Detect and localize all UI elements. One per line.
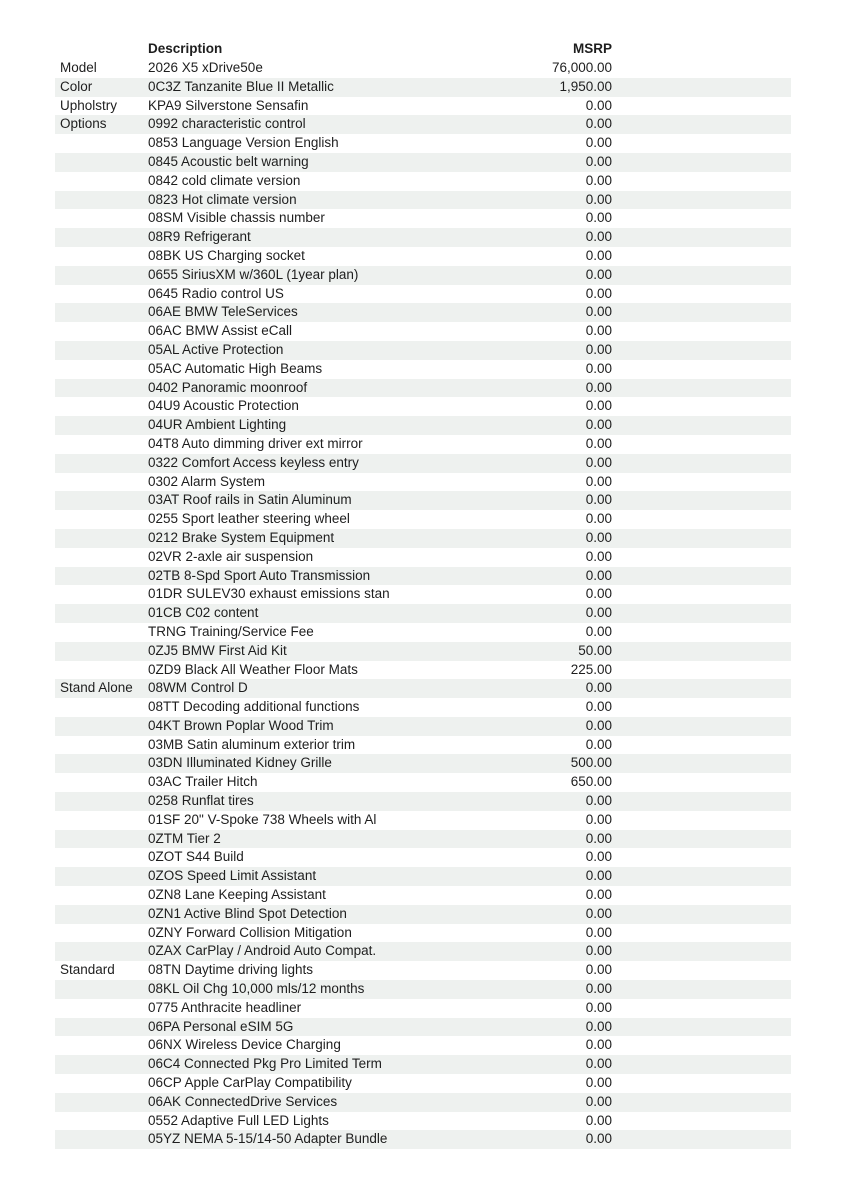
category-cell [55, 1093, 148, 1112]
table-row [55, 999, 791, 1018]
table-row [55, 360, 791, 379]
description-cell: 0645 Radio control US [148, 285, 284, 301]
msrp-cell: 0.00 [585, 229, 612, 245]
msrp-cell: 0.00 [585, 623, 612, 639]
category-cell [55, 435, 148, 454]
category-cell: Options [60, 116, 107, 132]
category-cell [55, 924, 148, 943]
table-row [55, 867, 791, 886]
table-row [55, 341, 791, 360]
category-cell [55, 228, 148, 247]
msrp-cell: 0.00 [585, 849, 612, 865]
category-cell [55, 980, 148, 999]
description-cell: 0552 Adaptive Full LED Lights [148, 1112, 329, 1128]
table-row [55, 567, 791, 586]
description-cell: 0845 Acoustic belt warning [148, 153, 309, 169]
category-cell [55, 247, 148, 266]
msrp-cell: 0.00 [585, 717, 612, 733]
description-cell: 01SF 20" V-Spoke 738 Wheels with Al [148, 811, 377, 827]
category-cell [55, 999, 148, 1018]
msrp-cell: 0.00 [585, 811, 612, 827]
description-cell: 06AK ConnectedDrive Services [148, 1093, 338, 1109]
category-cell [55, 1074, 148, 1093]
category-cell [55, 360, 148, 379]
description-cell: 0322 Comfort Access keyless entry [148, 454, 359, 470]
category-cell [55, 548, 148, 567]
description-cell: 0992 characteristic control [148, 116, 306, 132]
table-row [55, 1130, 791, 1149]
description-cell: 0ZN8 Lane Keeping Assistant [148, 887, 326, 903]
description-cell: 02VR 2-axle air suspension [148, 548, 314, 564]
table-row [55, 529, 791, 548]
category-cell [55, 661, 148, 680]
msrp-cell: 225.00 [570, 661, 612, 677]
category-cell: Color [60, 78, 93, 94]
msrp-cell: 0.00 [585, 191, 612, 207]
table-row [55, 191, 791, 210]
msrp-cell: 0.00 [585, 210, 612, 226]
table-row [55, 642, 791, 661]
msrp-cell: 0.00 [585, 605, 612, 621]
table-row [55, 379, 791, 398]
description-cell: 02TB 8-Spd Sport Auto Transmission [148, 567, 371, 583]
msrp-column-header: MSRP [572, 41, 612, 56]
description-cell: 01CB C02 content [148, 605, 259, 621]
table-row [55, 736, 791, 755]
category-cell [55, 942, 148, 961]
msrp-cell: 0.00 [585, 1037, 612, 1053]
category-cell [55, 191, 148, 210]
table-row [55, 153, 791, 172]
description-cell: 03AC Trailer Hitch [148, 774, 258, 790]
description-cell: 2026 X5 xDrive50e [148, 60, 263, 75]
table-row [55, 886, 791, 905]
description-cell: 0775 Anthracite headliner [148, 999, 302, 1015]
category-column-header [55, 39, 148, 59]
msrp-cell: 0.00 [585, 529, 612, 545]
table-row [55, 266, 791, 285]
msrp-cell: 0.00 [585, 116, 612, 132]
category-cell [55, 698, 148, 717]
category-cell [55, 1018, 148, 1037]
description-cell: 06AE BMW TeleServices [148, 304, 298, 320]
category-cell [55, 510, 148, 529]
msrp-cell: 0.00 [585, 135, 612, 151]
description-cell: 0842 cold climate version [148, 172, 301, 188]
description-cell: 08R9 Refrigerant [148, 229, 251, 245]
msrp-cell: 0.00 [585, 962, 612, 978]
table-row [55, 510, 791, 529]
msrp-cell: 0.00 [585, 793, 612, 809]
msrp-cell: 0.00 [585, 905, 612, 921]
table-row [55, 134, 791, 153]
table-row [55, 78, 791, 97]
category-cell [55, 134, 148, 153]
msrp-cell: 0.00 [585, 435, 612, 451]
table-row [55, 942, 791, 961]
category-cell: Upholstry [60, 97, 118, 113]
msrp-cell: 0.00 [585, 492, 612, 508]
table-row [55, 473, 791, 492]
category-cell [55, 867, 148, 886]
msrp-cell: 0.00 [585, 266, 612, 282]
msrp-cell: 50.00 [578, 642, 612, 658]
category-cell [55, 830, 148, 849]
msrp-cell: 0.00 [585, 1018, 612, 1034]
table-row [55, 1112, 791, 1131]
category-cell [55, 886, 148, 905]
category-cell [55, 773, 148, 792]
msrp-cell: 0.00 [585, 1131, 612, 1147]
description-cell: 0ZN1 Active Blind Spot Detection [148, 905, 347, 921]
category-cell [55, 1036, 148, 1055]
description-cell: 05YZ NEMA 5-15/14-50 Adapter Bundle [148, 1131, 388, 1147]
table-row [55, 285, 791, 304]
table-row [55, 303, 791, 322]
table-header-row [55, 39, 791, 59]
msrp-cell: 0.00 [585, 341, 612, 357]
msrp-cell: 0.00 [585, 360, 612, 376]
description-cell: 08TN Daytime driving lights [148, 962, 314, 978]
category-cell [55, 209, 148, 228]
category-cell [55, 1055, 148, 1074]
msrp-cell: 0.00 [585, 511, 612, 527]
table-row [55, 623, 791, 642]
description-cell: 04T8 Auto dimming driver ext mirror [148, 435, 363, 451]
msrp-cell: 0.00 [585, 887, 612, 903]
msrp-cell: 0.00 [585, 379, 612, 395]
msrp-cell: 0.00 [585, 247, 612, 263]
table-row [55, 247, 791, 266]
table-row [55, 491, 791, 510]
msrp-cell: 0.00 [585, 943, 612, 959]
description-cell: 05AC Automatic High Beams [148, 360, 323, 376]
table-row [55, 604, 791, 623]
table-row [55, 115, 791, 134]
category-cell [55, 792, 148, 811]
msrp-cell: 0.00 [585, 97, 612, 113]
category-cell [55, 585, 148, 604]
description-cell: 0ZD9 Black All Weather Floor Mats [148, 661, 358, 677]
description-cell: 08WM Control D [148, 680, 248, 696]
table-row [55, 961, 791, 980]
category-cell [55, 379, 148, 398]
table-row [55, 172, 791, 191]
category-cell [55, 1130, 148, 1149]
msrp-cell: 0.00 [585, 981, 612, 997]
description-cell: 03AT Roof rails in Satin Aluminum [148, 492, 352, 508]
table-row [55, 454, 791, 473]
description-column-header: Description [148, 41, 223, 56]
msrp-cell: 0.00 [585, 567, 612, 583]
table-row [55, 773, 791, 792]
description-cell: 0C3Z Tanzanite Blue II Metallic [148, 78, 334, 94]
msrp-cell: 0.00 [585, 586, 612, 602]
description-cell: 08TT Decoding additional functions [148, 699, 360, 715]
category-cell [55, 529, 148, 548]
description-cell: 0ZAX CarPlay / Android Auto Compat. [148, 943, 377, 959]
table-row [55, 792, 791, 811]
category-cell [55, 642, 148, 661]
table-row [55, 924, 791, 943]
table-row [55, 209, 791, 228]
table-row [55, 848, 791, 867]
category-cell [55, 153, 148, 172]
category-cell [55, 397, 148, 416]
description-cell: 04UR Ambient Lighting [148, 417, 287, 433]
description-cell: 04KT Brown Poplar Wood Trim [148, 717, 334, 733]
description-cell: 05AL Active Protection [148, 341, 284, 357]
category-cell [55, 416, 148, 435]
description-cell: 0ZOT S44 Build [148, 849, 244, 865]
description-cell: 0212 Brake System Equipment [148, 529, 335, 545]
description-cell: 03MB Satin aluminum exterior trim [148, 736, 356, 752]
msrp-cell: 0.00 [585, 1075, 612, 1091]
description-cell: 03DN Illuminated Kidney Grille [148, 755, 332, 771]
category-cell [55, 285, 148, 304]
category-cell: Standard [60, 962, 115, 978]
category-cell [55, 717, 148, 736]
table-row [55, 905, 791, 924]
msrp-cell: 0.00 [585, 1056, 612, 1072]
category-cell [55, 322, 148, 341]
description-cell: 08BK US Charging socket [148, 247, 305, 263]
description-cell: 06AC BMW Assist eCall [148, 323, 293, 339]
table-row [55, 322, 791, 341]
table-row [55, 754, 791, 773]
category-cell [55, 811, 148, 830]
table-row [55, 811, 791, 830]
msrp-cell: 0.00 [585, 999, 612, 1015]
msrp-cell: 0.00 [585, 417, 612, 433]
category-cell [55, 172, 148, 191]
description-cell: 0ZJ5 BMW First Aid Kit [148, 642, 287, 658]
msrp-cell: 0.00 [585, 473, 612, 489]
table-row [55, 1036, 791, 1055]
table-row [55, 59, 791, 78]
msrp-cell: 1,950.00 [559, 78, 612, 94]
msrp-cell: 0.00 [585, 285, 612, 301]
category-cell [55, 754, 148, 773]
table-row [55, 717, 791, 736]
msrp-cell: 0.00 [585, 548, 612, 564]
description-cell: 0ZNY Forward Collision Mitigation [148, 924, 352, 940]
table-row [55, 698, 791, 717]
category-cell [55, 341, 148, 360]
description-cell: 0ZTM Tier 2 [148, 830, 221, 846]
category-cell [55, 736, 148, 755]
category-cell [55, 266, 148, 285]
msrp-cell: 0.00 [585, 830, 612, 846]
msrp-cell: 0.00 [585, 699, 612, 715]
description-cell: 06NX Wireless Device Charging [148, 1037, 341, 1053]
description-cell: 0ZOS Speed Limit Assistant [148, 868, 317, 884]
table-body [55, 59, 791, 1149]
msrp-cell: 0.00 [585, 398, 612, 414]
msrp-cell: 0.00 [585, 323, 612, 339]
description-cell: 0402 Panoramic moonroof [148, 379, 308, 395]
category-cell [55, 303, 148, 322]
table-row [55, 585, 791, 604]
category-cell [55, 604, 148, 623]
table-row [55, 830, 791, 849]
msrp-cell: 0.00 [585, 172, 612, 188]
description-cell: 06PA Personal eSIM 5G [148, 1018, 294, 1034]
table-row [55, 661, 791, 680]
description-cell: 01DR SULEV30 exhaust emissions stan [148, 586, 390, 602]
description-cell: KPA9 Silverstone Sensafin [148, 97, 309, 113]
table-row [55, 97, 791, 116]
msrp-cell: 0.00 [585, 153, 612, 169]
table-row [55, 548, 791, 567]
description-cell: 06C4 Connected Pkg Pro Limited Term [148, 1056, 382, 1072]
description-cell: 08KL Oil Chg 10,000 mls/12 months [148, 981, 365, 997]
table-row [55, 1093, 791, 1112]
table-row [55, 416, 791, 435]
msrp-cell: 0.00 [585, 1112, 612, 1128]
description-cell: 0255 Sport leather steering wheel [148, 511, 350, 527]
description-cell: 0655 SiriusXM w/360L (1year plan) [148, 266, 359, 282]
category-cell [55, 567, 148, 586]
description-cell: 04U9 Acoustic Protection [148, 398, 299, 414]
category-cell [55, 905, 148, 924]
msrp-cell: 0.00 [585, 736, 612, 752]
description-cell: 06CP Apple CarPlay Compatibility [148, 1075, 352, 1091]
category-cell [55, 491, 148, 510]
table-row [55, 1018, 791, 1037]
description-cell: 0823 Hot climate version [148, 191, 297, 207]
msrp-cell: 500.00 [570, 755, 612, 771]
table-row [55, 980, 791, 999]
description-cell: TRNG Training/Service Fee [148, 623, 314, 639]
msrp-cell: 0.00 [585, 868, 612, 884]
category-cell: Stand Alone [60, 680, 133, 696]
msrp-cell: 76,000.00 [551, 60, 612, 75]
msrp-cell: 0.00 [585, 1093, 612, 1109]
category-cell [55, 848, 148, 867]
category-cell [55, 454, 148, 473]
table-row [55, 397, 791, 416]
category-cell [55, 623, 148, 642]
table-row [55, 1074, 791, 1093]
category-cell [55, 1112, 148, 1131]
table-row [55, 679, 791, 698]
description-cell: 08SM Visible chassis number [148, 210, 325, 226]
category-cell: Model [60, 60, 97, 75]
msrp-cell: 0.00 [585, 680, 612, 696]
table-row [55, 228, 791, 247]
msrp-cell: 0.00 [585, 924, 612, 940]
msrp-cell: 0.00 [585, 454, 612, 470]
description-cell: 0853 Language Version English [148, 135, 339, 151]
table-row [55, 435, 791, 454]
description-cell: 0258 Runflat tires [148, 793, 254, 809]
vehicle-pricing-table [55, 39, 791, 1149]
msrp-cell: 0.00 [585, 304, 612, 320]
msrp-cell: 650.00 [570, 774, 612, 790]
description-cell: 0302 Alarm System [148, 473, 266, 489]
table-row [55, 1055, 791, 1074]
category-cell [55, 473, 148, 492]
